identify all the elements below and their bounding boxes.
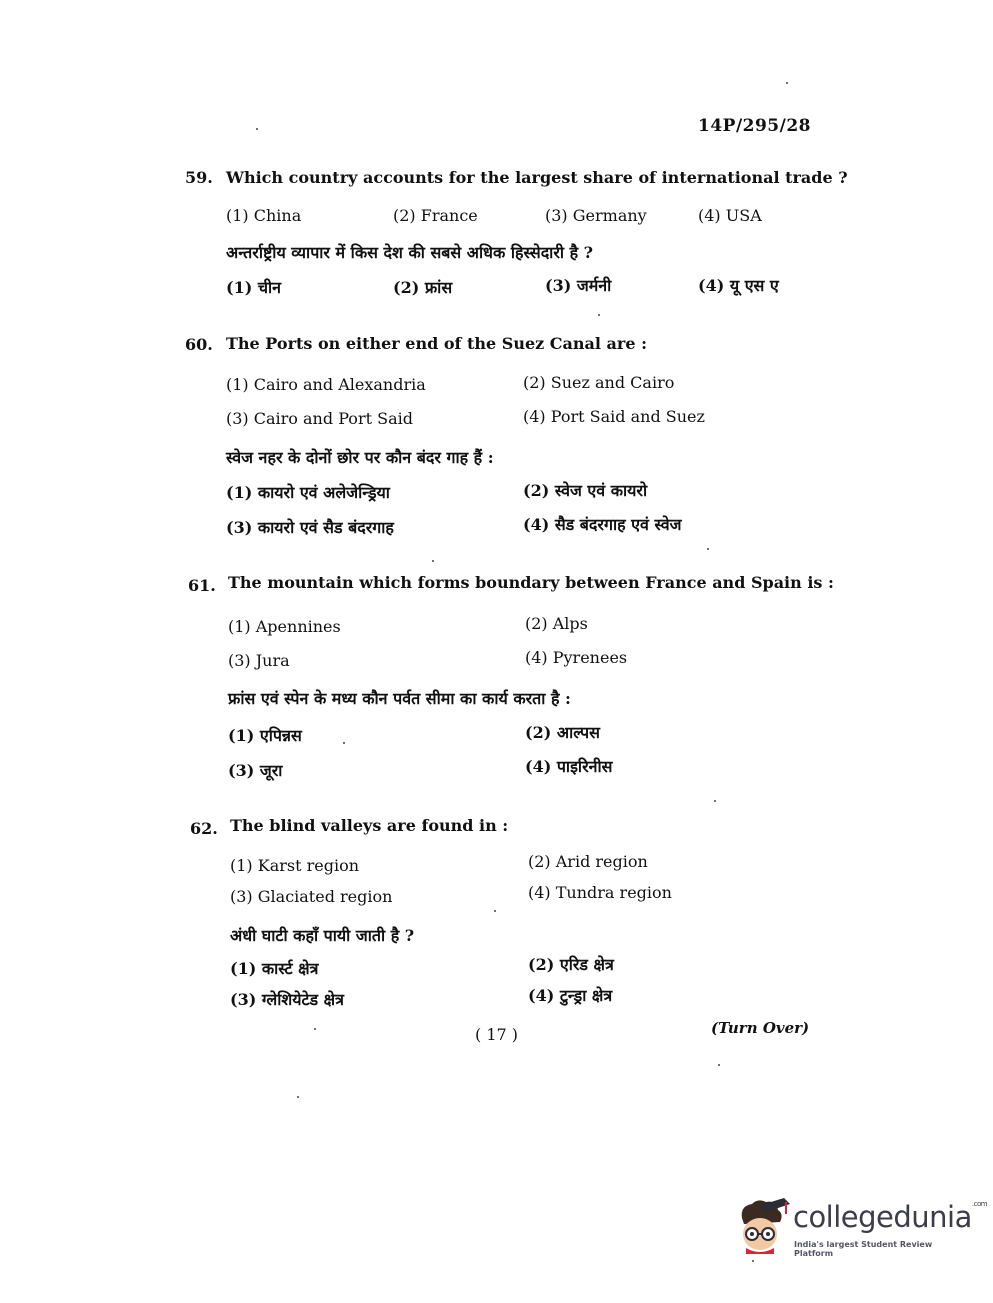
option-3-hi: (3) जर्मनी <box>545 276 612 295</box>
turn-over-note: (Turn Over) <box>711 1019 810 1037</box>
scan-speck <box>786 82 788 84</box>
paper-code: 14P/295/28 <box>698 116 812 136</box>
option-2-hi: (2) फ्रांस <box>393 278 453 297</box>
page-number: ( 17 ) <box>475 1025 519 1044</box>
option-2-hi: (2) आल्पस <box>525 723 600 742</box>
mascot-icon <box>736 1196 792 1256</box>
question-text-en: The blind valleys are found in : <box>230 816 509 835</box>
question-text-hi: स्वेज नहर के दोनों छोर पर कौन बंदर गाह हैं : <box>226 448 494 467</box>
option-1-en: (1) Cairo and Alexandria <box>226 375 426 394</box>
option-1-hi: (1) कायरो एवं अलेजेन्ड्रिया <box>226 483 390 502</box>
option-2-hi: (2) एरिड क्षेत्र <box>528 955 614 974</box>
option-1-en: (1) Apennines <box>228 617 341 636</box>
option-1-hi: (1) कार्स्ट क्षेत्र <box>230 959 319 978</box>
question-text-hi: अन्तर्राष्ट्रीय व्यापार में किस देश की सबसे अधिक हिस्सेदारी है ? <box>226 243 594 262</box>
question-text-en: The mountain which forms boundary between France and Spain is : <box>228 573 834 592</box>
option-2-en: (2) France <box>393 206 478 225</box>
option-1-hi: (1) एपिन्नस <box>228 726 302 745</box>
option-4-hi: (4) टुन्ड्रा क्षेत्र <box>528 986 613 1005</box>
logo-brand-text: collegedunia <box>793 1200 972 1234</box>
scan-speck <box>752 1260 754 1262</box>
scan-speck <box>707 548 709 550</box>
question-number: 60. <box>185 335 213 354</box>
question-number: 61. <box>188 576 216 595</box>
question-text-hi: अंधी घाटी कहाँ पायी जाती है ? <box>230 926 415 945</box>
option-3-hi: (3) कायरो एवं सैड बंदरगाह <box>226 518 394 537</box>
scan-speck <box>714 800 716 802</box>
question-text-hi: फ्रांस एवं स्पेन के मध्य कौन पर्वत सीमा का कार्य करता है : <box>228 689 571 708</box>
logo-suffix-text: .com <box>971 1200 988 1208</box>
option-2-en: (2) Alps <box>525 614 588 633</box>
logo-tagline: India's largest Student Review Platform <box>794 1240 933 1258</box>
option-4-hi: (4) यू एस ए <box>698 276 779 295</box>
option-1-en: (1) China <box>226 206 302 225</box>
question-text-en: Which country accounts for the largest share of international trade ? <box>226 168 848 187</box>
option-2-en: (2) Suez and Cairo <box>523 373 675 392</box>
option-4-en: (4) Port Said and Suez <box>523 407 705 426</box>
option-1-hi: (1) चीन <box>226 278 282 297</box>
scan-speck <box>314 1028 316 1030</box>
option-3-hi: (3) जूरा <box>228 761 283 780</box>
question-number: 62. <box>190 819 218 838</box>
scan-speck <box>432 560 434 562</box>
collegedunia-logo <box>736 1196 988 1258</box>
option-4-en: (4) Pyrenees <box>525 648 628 667</box>
option-4-en: (4) USA <box>698 206 762 225</box>
question-text-en: The Ports on either end of the Suez Canal are : <box>226 334 647 353</box>
option-4-en: (4) Tundra region <box>528 883 672 902</box>
scan-speck <box>256 128 258 130</box>
scan-speck <box>598 314 600 316</box>
question-number: 59. <box>185 168 213 187</box>
scan-speck <box>718 1064 720 1066</box>
option-2-en: (2) Arid region <box>528 852 648 871</box>
option-3-en: (3) Jura <box>228 651 290 670</box>
option-3-en: (3) Cairo and Port Said <box>226 409 413 428</box>
option-2-hi: (2) स्वेज एवं कायरो <box>523 481 648 500</box>
scan-speck <box>494 910 496 912</box>
option-4-hi: (4) पाइरिनीस <box>525 757 613 776</box>
option-4-hi: (4) सैड बंदरगाह एवं स्वेज <box>523 515 682 534</box>
option-3-en: (3) Germany <box>545 206 647 225</box>
scan-speck <box>343 742 345 744</box>
option-3-hi: (3) ग्लेशियेटेड क्षेत्र <box>230 990 344 1009</box>
scan-speck <box>297 1096 299 1098</box>
option-3-en: (3) Glaciated region <box>230 887 393 906</box>
option-1-en: (1) Karst region <box>230 856 360 875</box>
